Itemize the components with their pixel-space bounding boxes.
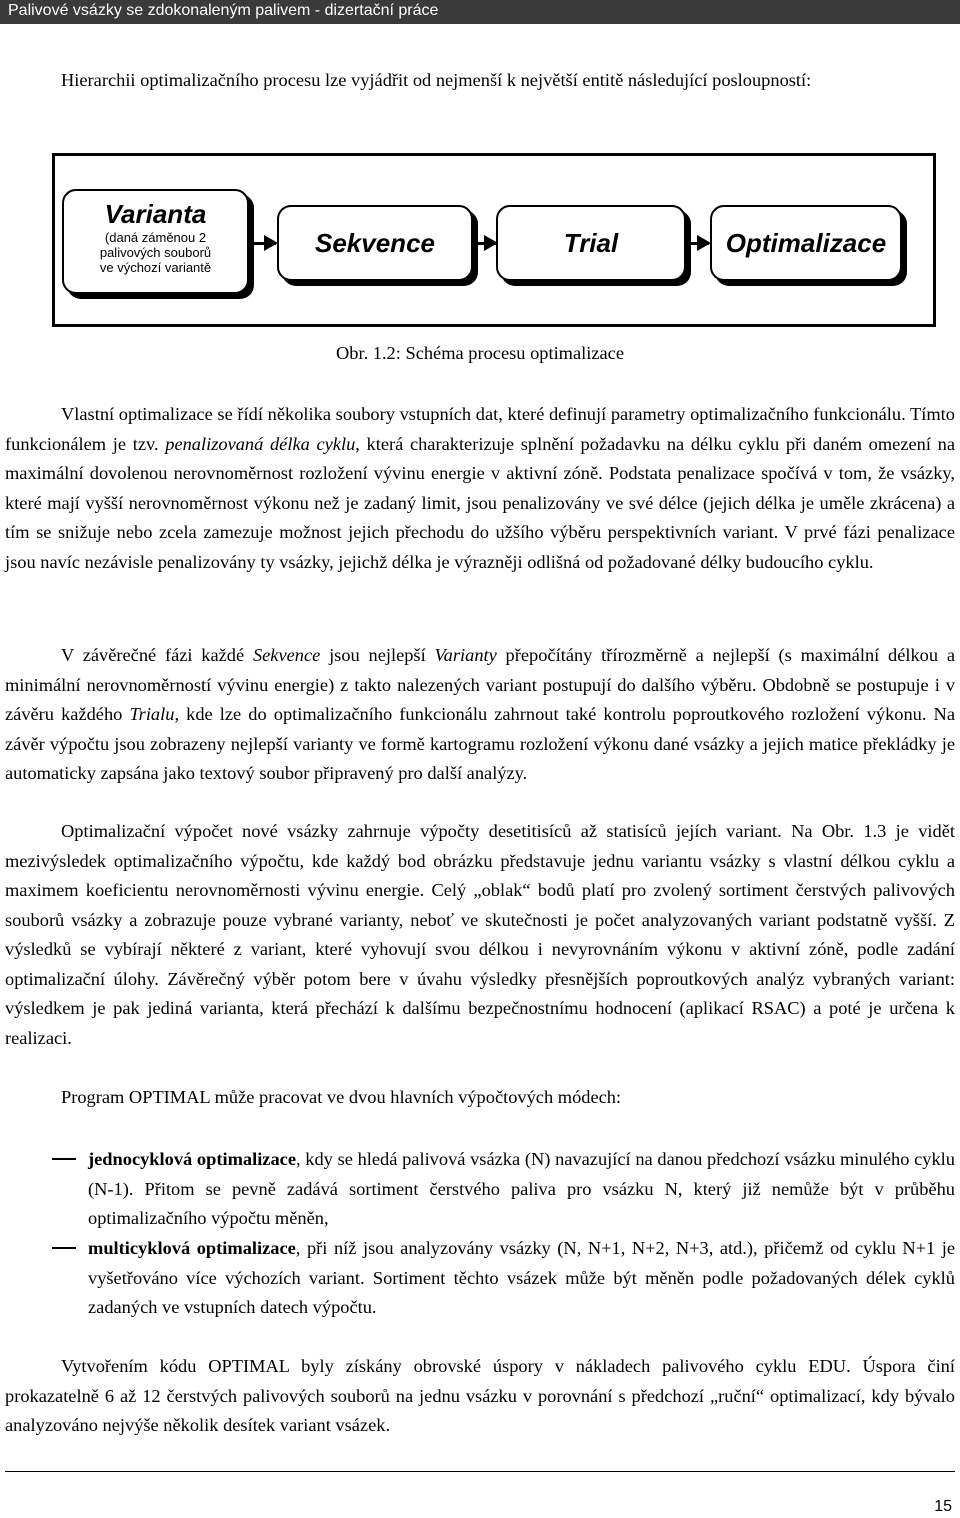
varianta-sub-3: ve výchozí variantě bbox=[99, 260, 212, 275]
page-number: 15 bbox=[934, 1498, 952, 1515]
varianta-box bbox=[62, 189, 249, 294]
sekvence-box bbox=[277, 205, 473, 281]
bullet-dash-2 bbox=[52, 1247, 76, 1249]
arrow-2 bbox=[476, 242, 496, 245]
trial-label: Trial bbox=[563, 228, 619, 258]
figure-caption: Obr. 1.2: Schéma procesu optimalizace bbox=[335, 343, 625, 363]
bullet-dash-1 bbox=[52, 1158, 76, 1160]
optimalizace-label: Optimalizace bbox=[725, 228, 887, 258]
p1-c: , která charakterizuje splnění požadavku na délku cyklu při daném omezení na maximální dovolenou nerovnoměrnost rozložení vývinu energie v aktivní zóně. Podstata penalizace spočívá v tom, že vsázky, které mají vyšší nerovnoměrnost výkonu než je zadaný limit, jsou penalizovány ve své délce (jejich délka je uměle zkrácena) a tím se snižuje nebo zcela zamezuje možnost jejich přechodu do užšího výběru perspektivních variant. V prvé fázi penalizace jsou navíc nezávisle penalizovány ty vsázky, jejichž délka je výrazněji odlišná od požadované délky budoucího cyklu. bbox=[5, 433, 955, 572]
header-title: Palivové vsázky se zdokonaleným palivem - dizertační práce bbox=[8, 2, 439, 19]
p1-a: Vlastní optimalizace se řídí několika soubory vstupních dat, které definují parametry optimalizačního funkcionálu. Tímto funkcionálem je tzv. bbox=[5, 404, 955, 454]
intro-paragraph: Hierarchii optimalizačního procesu lze vyjádřit od nejmenší k největší entitě následující posloupností: bbox=[61, 70, 812, 90]
p2-d: Varianty bbox=[434, 645, 497, 665]
p2-c: jsou nejlepší bbox=[320, 645, 435, 665]
paragraph-5: Vytvořením kódu OPTIMAL byly získány obrovské úspory v nákladech palivového cyklu EDU. Úspora činí prokazatelně 6 až 12 čerstvých palivových souborů na jednu vsázku v porovnání s předchozí „ruční“ optimalizací, kdy bývalo analyzováno nejvýše několik desítek variant vsázek. bbox=[5, 1356, 955, 1435]
optimalizace-box bbox=[710, 205, 902, 281]
p1-b: penalizovaná délka cyklu bbox=[165, 433, 356, 454]
p2-g: , kde lze do optimalizačního funkcionálu zahrnout také kontrolu poproutkového rozložení výkonu. Na závěr výpočtu jsou zobrazeny nejlepší varianty ve formě kartogramu rozložení výkonu dané vsázky a jejich matice překládky je automaticky zapsána jako textový soubor připravený pro další analýzy. bbox=[5, 704, 956, 783]
p2-a: V závěrečné fázi každé bbox=[61, 645, 253, 665]
p2-f: Trialu bbox=[129, 704, 175, 724]
document-header bbox=[0, 0, 960, 24]
paragraph-4: Program OPTIMAL může pracovat ve dvou hlavních výpočtových módech: bbox=[61, 1087, 622, 1107]
bullet-2-bold: multicyklová optimalizace bbox=[88, 1238, 296, 1258]
paragraph-3: Optimalizační výpočet nové vsázky zahrnuje výpočty desetitisíců až statisíců jejích variant. Na Obr. 1.3 je vidět mezivýsledek optimalizačního výpočtu, kde každý bod obrázku představuje jednu variantu vsázky s vlastní délkou cyklu a maximem koeficientu nerovnoměrnosti vývinu energie. Celý „oblak“ bodů platí pro zvolený sortiment čerstvých palivových souborů vsázky a zobrazuje pouze vybrané varianty, neboť ve skutečnosti je počet analyzovaných variant podstatně vyšší. Z výsledků se vybírají některé z variant, které vyhovují svou délkou i nevyrovnáním výkonu v aktivní zóně, podle zadání optimalizační úlohy. Závěrečný výběr potom bere v úvahu výsledky přesnějších poproutkových analýz vybraných variant: výsledkem je pak jediná varianta, která přechází k dalšímu bezpečnostnímu hodnocení (aplikací RSAC) a poté je určena k realizaci. bbox=[5, 821, 955, 1048]
bullet-2-text: , při níž jsou analyzovány vsázky (N, N+1, N+2, N+3, atd.), přičemž od cyklu N+1 je vyšetřováno více výchozích variant. Sortiment těchto vsázek může být měněn podle požadovaných délek cyklů zadaných ve vstupních datech výpočtu. bbox=[88, 1238, 955, 1317]
trial-box bbox=[496, 205, 686, 281]
p2-b: Sekvence bbox=[252, 645, 321, 665]
paragraph-2 bbox=[5, 641, 955, 789]
paragraph-1 bbox=[5, 400, 955, 577]
footer-rule bbox=[5, 1471, 955, 1472]
sekvence-label: Sekvence bbox=[315, 228, 435, 258]
varianta-sub-2: palivových souborů bbox=[99, 245, 212, 260]
bullet-item-2 bbox=[88, 1234, 955, 1323]
bullet-1-text: , kdy se hledá palivová vsázka (N) navazující na danou předchozí vsázku minulého cyklu (N-1). Přitom se pevně zadává sortiment čerstvého paliva pro vsázku N, který již nemůže být v průběhu optimalizačního výpočtu měněn, bbox=[88, 1149, 955, 1228]
arrow-1 bbox=[252, 242, 276, 245]
arrow-3 bbox=[689, 242, 709, 245]
bullet-1-bold: jednocyklová optimalizace bbox=[88, 1149, 296, 1169]
figure-frame bbox=[52, 153, 936, 327]
varianta-sub-1: (daná záměnou 2 bbox=[104, 230, 207, 245]
bullet-item-1 bbox=[88, 1145, 955, 1234]
varianta-title: Varianta bbox=[104, 199, 207, 229]
p2-e: přepočítány třírozměrně a nejlepší (s maximální délkou a minimální nerovnoměrností vývinu energie) z takto nalezených variant postupují do dalšího výběru. Obdobně se postupuje i v závěru každého bbox=[5, 645, 955, 724]
